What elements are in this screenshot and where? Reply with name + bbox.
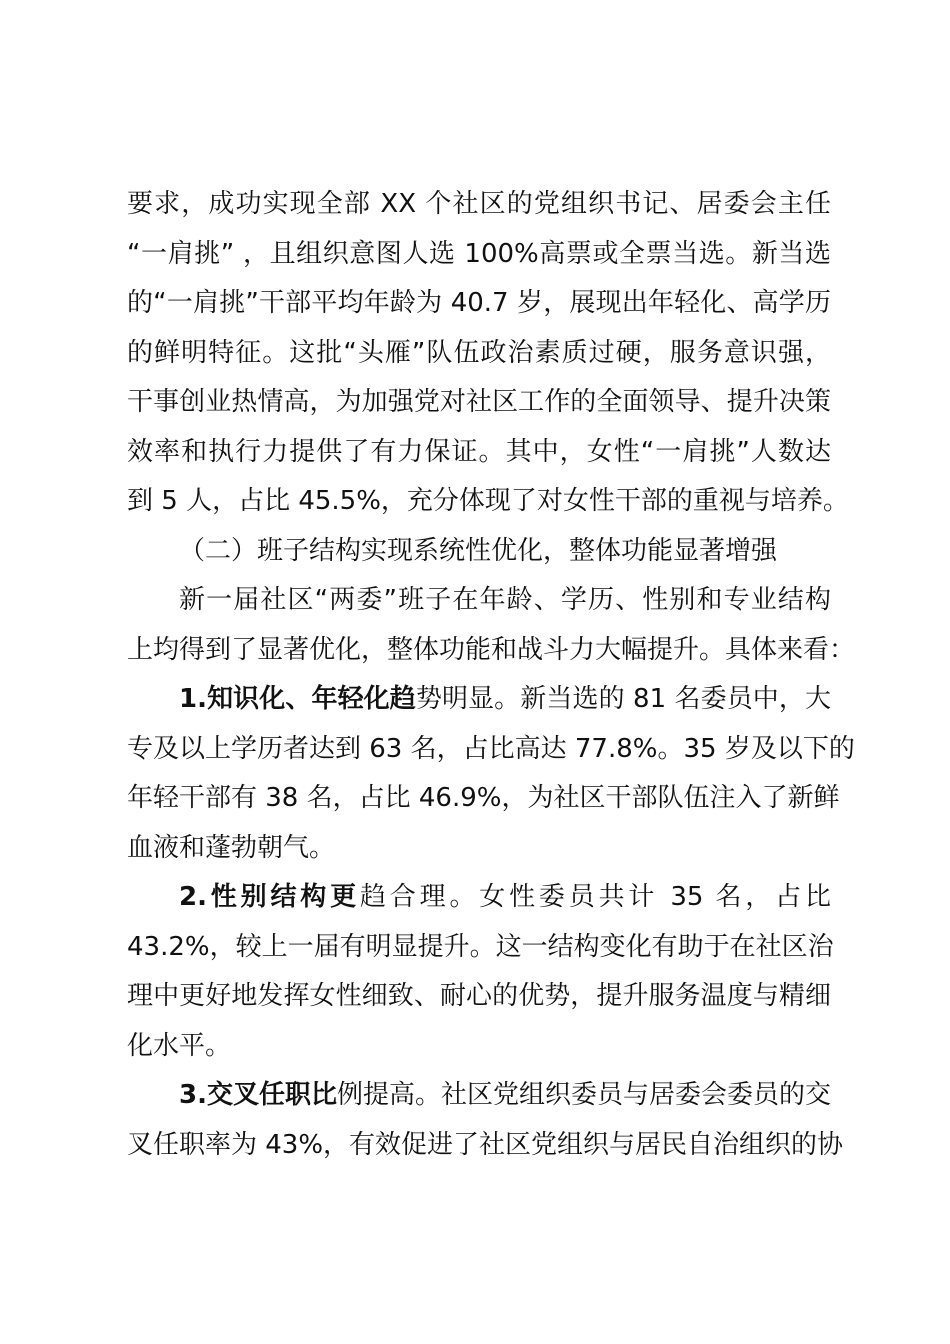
item-lead: 3.交叉任职比 bbox=[179, 1080, 337, 1110]
text-line: 化水平。 bbox=[127, 1030, 232, 1061]
item-text: 趋合理。女性委员共计 35 名，占比 bbox=[359, 882, 831, 912]
text-line: “一肩挑” ，且组织意图人选 100%高票或全票当选。新当选 bbox=[127, 238, 831, 269]
text-line: 年轻干部有 38 名，占比 46.9%，为社区干部队伍注入了新鲜 bbox=[127, 783, 840, 813]
paragraph-structure bbox=[127, 576, 856, 675]
text-line: 效率和执行力提供了有力保证。其中，女性“一肩挑”人数达 bbox=[127, 436, 831, 467]
text-line: 理中更好地发挥女性细致、耐心的优势，提升服务温度与精细 bbox=[127, 981, 831, 1011]
text-line: 的鲜明特征。这批“头雁”队伍政治素质过硬，服务意识强， bbox=[127, 337, 831, 368]
item-lead: 1.知识化、年轻化趋 bbox=[179, 684, 416, 714]
text-line bbox=[127, 873, 831, 923]
text-line: 新一届社区“两委”班子在年龄、学历、性别和专业结构 bbox=[179, 585, 831, 615]
text-line: 要求，成功实现全部 XX 个社区的党组织书记、居委会主任 bbox=[127, 189, 831, 219]
item-education-age bbox=[127, 675, 855, 873]
text-line: 血液和蓬勃朝气。 bbox=[127, 832, 336, 863]
text-line: 叉任职率为 43%，有效促进了社区党组织与居民自治组织的协 bbox=[127, 1129, 844, 1160]
text-line: 干事创业热情高，为加强党对社区工作的全面领导、提升决策 bbox=[127, 387, 831, 417]
text-line bbox=[127, 1071, 831, 1121]
paragraph-intro bbox=[127, 180, 849, 527]
document-body bbox=[127, 180, 856, 1170]
text-line: 上均得到了显著优化，整体功能和战斗力大幅提升。具体来看： bbox=[127, 634, 856, 665]
text-line: 到 5 人，占比 45.5%，充分体现了对女性干部的重视与培养。 bbox=[127, 486, 849, 516]
text-line: 的“一肩挑”干部平均年龄为 40.7 岁，展现出年轻化、高学历 bbox=[127, 288, 831, 318]
item-cross-appointment bbox=[127, 1071, 844, 1170]
text-line bbox=[127, 675, 831, 725]
section-heading: （二）班子结构实现系统性优化，整体功能显著增强 bbox=[179, 535, 778, 566]
text-line: 专及以上学历者达到 63 名，占比高达 77.8%。35 岁及以下的 bbox=[127, 733, 855, 764]
item-gender bbox=[127, 873, 834, 1071]
item-text: 势明显。新当选的 81 名委员中，大 bbox=[415, 684, 831, 714]
item-lead: 2.性别结构更 bbox=[179, 882, 360, 912]
text-line: 43.2%，较上一届有明显提升。这一结构变化有助于在社区治 bbox=[127, 931, 834, 962]
item-text: 例提高。社区党组织委员与居委会委员的交 bbox=[336, 1080, 831, 1110]
